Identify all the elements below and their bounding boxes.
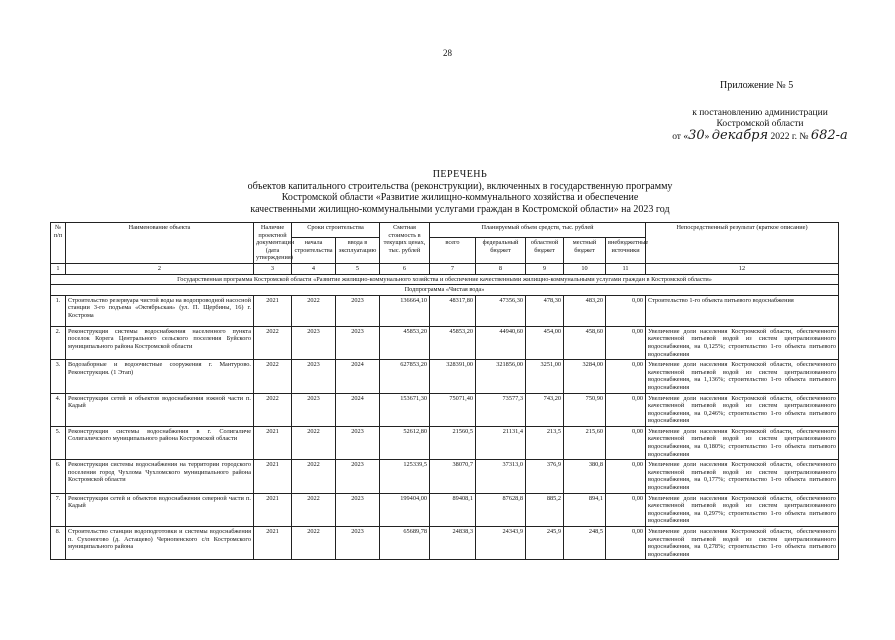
object-name: Реконструкция системы водоснабжения в г. Солигаличе Солигаличского муниципального района Костромской области	[66, 426, 254, 459]
funding-total: 45853,20	[430, 326, 476, 359]
table-row	[51, 295, 839, 326]
page-number: 28	[443, 48, 452, 58]
funding-total: 21560,5	[430, 426, 476, 459]
column-number: 4	[292, 263, 336, 274]
extra-budget: 0,00	[606, 493, 646, 526]
construction-start: 2022	[292, 493, 336, 526]
row-number: 5.	[51, 426, 66, 459]
commission-year: 2023	[336, 493, 380, 526]
year-text: 2022 г. №	[770, 132, 809, 142]
local-budget: 458,60	[564, 326, 606, 359]
local-budget: 483,20	[564, 295, 606, 326]
header-planned: Планируемый объем средств, тыс. рублей	[430, 223, 646, 238]
table-row	[51, 426, 839, 459]
direct-result: Увеличение доли населения Костромской области, обеспеченного качественной питьевой водой из систем централизованного водоснабжения, на 0,180%; строительство 1-го объекта питьевого водоснабжения	[646, 426, 839, 459]
local-budget: 894,1	[564, 493, 606, 526]
construction-start: 2023	[292, 360, 336, 393]
title-line-1: объектов капитального строительства (реконструкции), включенных в государственную программу	[247, 180, 673, 192]
federal-budget: 73577,3	[476, 393, 526, 426]
construction-start: 2022	[292, 527, 336, 560]
funding-total: 24838,3	[430, 527, 476, 560]
table-row	[51, 360, 839, 393]
federal-budget: 321856,00	[476, 360, 526, 393]
row-number: 8.	[51, 527, 66, 560]
subprogram-title: Подпрограмма «Чистая вода»	[51, 285, 839, 296]
header-doc: Наличие проектной документации (дата утверждения)	[254, 223, 292, 264]
object-name: Реконструкция системы водоснабжения населенного пункта поселок Корега Центрального сельского поселения Буйского муниципального района Костромской области	[66, 326, 254, 359]
project-doc-date: 2021	[254, 426, 292, 459]
direct-result: Строительство 1-го объекта питьевого водоснабжения	[646, 295, 839, 326]
project-doc-date: 2021	[254, 527, 292, 560]
header-start: начала строительства	[292, 238, 336, 264]
header-regional: областной бюджет	[526, 238, 564, 264]
program-title: Государственная программа Костромской области «Развитие жилищно-коммунального хозяйства и обеспечение качественными жилищно-коммунальными услугами граждан в Костромской области»	[51, 274, 839, 285]
row-number: 2.	[51, 326, 66, 359]
extra-budget: 0,00	[606, 460, 646, 493]
row-number: 1.	[51, 295, 66, 326]
column-number: 5	[336, 263, 380, 274]
table-row	[51, 460, 839, 493]
commission-year: 2023	[336, 460, 380, 493]
direct-result: Увеличение доли населения Костромской области, обеспеченного качественной питьевой водой из систем централизованного водоснабжения, на 0,246%; строительство 1-го объекта питьевого водоснабжения	[646, 393, 839, 426]
construction-start: 2022	[292, 426, 336, 459]
regional-budget: 213,5	[526, 426, 564, 459]
regional-budget: 376,9	[526, 460, 564, 493]
extra-budget: 0,00	[606, 527, 646, 560]
direct-result: Увеличение доли населения Костромской области, обеспеченного качественной питьевой водой из систем централизованного водоснабжения, на 0,177%; строительство 1-го объекта питьевого водоснабжения	[646, 460, 839, 493]
extra-budget: 0,00	[606, 393, 646, 426]
federal-budget: 21131,4	[476, 426, 526, 459]
column-number: 6	[380, 263, 430, 274]
commission-year: 2023	[336, 295, 380, 326]
column-number: 8	[476, 263, 526, 274]
header-commission: ввода в эксплуатацию	[336, 238, 380, 264]
project-doc-date: 2021	[254, 460, 292, 493]
project-doc-date: 2021	[254, 295, 292, 326]
title-main: ПЕРЕЧЕНЬ	[432, 169, 488, 180]
row-number: 4.	[51, 393, 66, 426]
subprogram-row	[51, 285, 839, 296]
federal-budget: 87628,8	[476, 493, 526, 526]
column-number: 12	[646, 263, 839, 274]
local-budget: 750,90	[564, 393, 606, 426]
direct-result: Увеличение доли населения Костромской области, обеспеченного качественной питьевой водой из систем централизованного водоснабжения, на 0,278%; строительство 1-го объекта питьевого водоснабжения	[646, 527, 839, 560]
program-row	[51, 274, 839, 285]
document-title	[170, 169, 750, 215]
extra-budget: 0,00	[606, 360, 646, 393]
resolution-line-1: к постановлению администрации	[692, 108, 828, 118]
header-terms: Сроки строительства	[292, 223, 380, 238]
header-cost: Сметная стоимость в текущих ценах, тыс. рублей	[380, 223, 430, 264]
table-row	[51, 493, 839, 526]
local-budget: 215,60	[564, 426, 606, 459]
estimated-cost: 153671,30	[380, 393, 430, 426]
object-name: Реконструкция сетей и объектов водоснабжения южной части п. Кадый	[66, 393, 254, 426]
table-row	[51, 393, 839, 426]
object-name: Строительство станции водоподготовки и системы водоснабжения п. Сухоногово (д. Астащево) Чернопенского с/п Костромского муниципального района	[66, 527, 254, 560]
object-name: Строительство резервуара чистой воды на водопроводной насосной станции 3-го подъема «Октябрьская» (ул. П. Щербины, 16) г. Кострома	[66, 295, 254, 326]
table-row	[51, 527, 839, 560]
column-number: 10	[564, 263, 606, 274]
row-number: 7.	[51, 493, 66, 526]
header-extra: внебюджетные источники	[606, 238, 646, 264]
project-doc-date: 2022	[254, 393, 292, 426]
estimated-cost: 125339,5	[380, 460, 430, 493]
object-name: Водозаборные и водоочистные сооружения г. Мантурово. Реконструкция. (1 Этап)	[66, 360, 254, 393]
header-federal: федеральный бюджет	[476, 238, 526, 264]
estimated-cost: 65689,78	[380, 527, 430, 560]
commission-year: 2024	[336, 360, 380, 393]
construction-start: 2023	[292, 326, 336, 359]
header-local: местный бюджет	[564, 238, 606, 264]
header-result: Непосредственный результат (краткое описание)	[646, 223, 839, 264]
resolution-date-line	[640, 130, 880, 143]
local-budget: 380,8	[564, 460, 606, 493]
row-number: 3.	[51, 360, 66, 393]
table-row	[51, 326, 839, 359]
extra-budget: 0,00	[606, 295, 646, 326]
estimated-cost: 136664,10	[380, 295, 430, 326]
construction-start: 2022	[292, 295, 336, 326]
funding-total: 75071,40	[430, 393, 476, 426]
commission-year: 2023	[336, 527, 380, 560]
regional-budget: 478,30	[526, 295, 564, 326]
local-budget: 3284,00	[564, 360, 606, 393]
date-quote-close: »	[704, 132, 710, 142]
handwritten-day: 30	[688, 128, 705, 143]
title-line-2: Костромской области «Развитие жилищно-коммунального хозяйства и обеспечение	[281, 192, 639, 203]
funding-total: 38070,7	[430, 460, 476, 493]
header-name: Наименование объекта	[66, 223, 254, 264]
estimated-cost: 45853,20	[380, 326, 430, 359]
object-name: Реконструкция системы водоснабжения на территории городского поселения город Чухлома Чухломского муниципального района Костромской области	[66, 460, 254, 493]
resolution-block	[640, 108, 880, 143]
title-line-3: качественными жилищно-коммунальными услугами граждан в Костромской области» на 2023 год	[250, 203, 670, 215]
handwritten-month: декабря	[711, 128, 769, 143]
federal-budget: 24343,9	[476, 527, 526, 560]
federal-budget: 37313,0	[476, 460, 526, 493]
construction-start: 2022	[292, 460, 336, 493]
regional-budget: 743,20	[526, 393, 564, 426]
extra-budget: 0,00	[606, 426, 646, 459]
handwritten-number: 682-а	[810, 128, 848, 143]
regional-budget: 245,9	[526, 527, 564, 560]
date-prefix: от «	[672, 132, 689, 142]
direct-result: Увеличение доли населения Костромской области, обеспеченного качественной питьевой водой из систем централизованного водоснабжения, на 1,136%; строительство 1-го объекта питьевого водоснабжения	[646, 360, 839, 393]
project-doc-date: 2022	[254, 360, 292, 393]
funding-total: 89408,1	[430, 493, 476, 526]
commission-year: 2024	[336, 393, 380, 426]
object-name: Реконструкция сетей и объектов водоснабжения северной части п. Кадый	[66, 493, 254, 526]
objects-table	[50, 222, 839, 560]
funding-total: 48317,80	[430, 295, 476, 326]
resolution-line-2: Костромской области	[716, 119, 804, 129]
appendix-label: Приложение № 5	[720, 80, 794, 91]
local-budget: 248,5	[564, 527, 606, 560]
extra-budget: 0,00	[606, 326, 646, 359]
direct-result: Увеличение доли населения Костромской области, обеспеченного качественной питьевой водой из систем централизованного водоснабжения, на 0,125%; строительство 1-го объекта питьевого водоснабжения	[646, 326, 839, 359]
project-doc-date: 2022	[254, 326, 292, 359]
column-number: 3	[254, 263, 292, 274]
column-number: 9	[526, 263, 564, 274]
column-number: 7	[430, 263, 476, 274]
column-number: 2	[66, 263, 254, 274]
header-no: № п/п	[51, 223, 66, 264]
federal-budget: 47356,30	[476, 295, 526, 326]
commission-year: 2023	[336, 326, 380, 359]
federal-budget: 44940,60	[476, 326, 526, 359]
column-number: 11	[606, 263, 646, 274]
header-total: всего	[430, 238, 476, 264]
column-numbers-row	[51, 263, 839, 274]
row-number: 6.	[51, 460, 66, 493]
project-doc-date: 2021	[254, 493, 292, 526]
regional-budget: 454,00	[526, 326, 564, 359]
commission-year: 2023	[336, 426, 380, 459]
estimated-cost: 627853,20	[380, 360, 430, 393]
direct-result: Увеличение доли населения Костромской области, обеспеченного качественной питьевой водой из систем централизованного водоснабжения, на 0,297%; строительство 1-го объекта питьевого водоснабжения	[646, 493, 839, 526]
funding-total: 328391,00	[430, 360, 476, 393]
column-number: 1	[51, 263, 66, 274]
estimated-cost: 199404,00	[380, 493, 430, 526]
regional-budget: 885,2	[526, 493, 564, 526]
regional-budget: 3251,00	[526, 360, 564, 393]
construction-start: 2023	[292, 393, 336, 426]
estimated-cost: 52612,80	[380, 426, 430, 459]
